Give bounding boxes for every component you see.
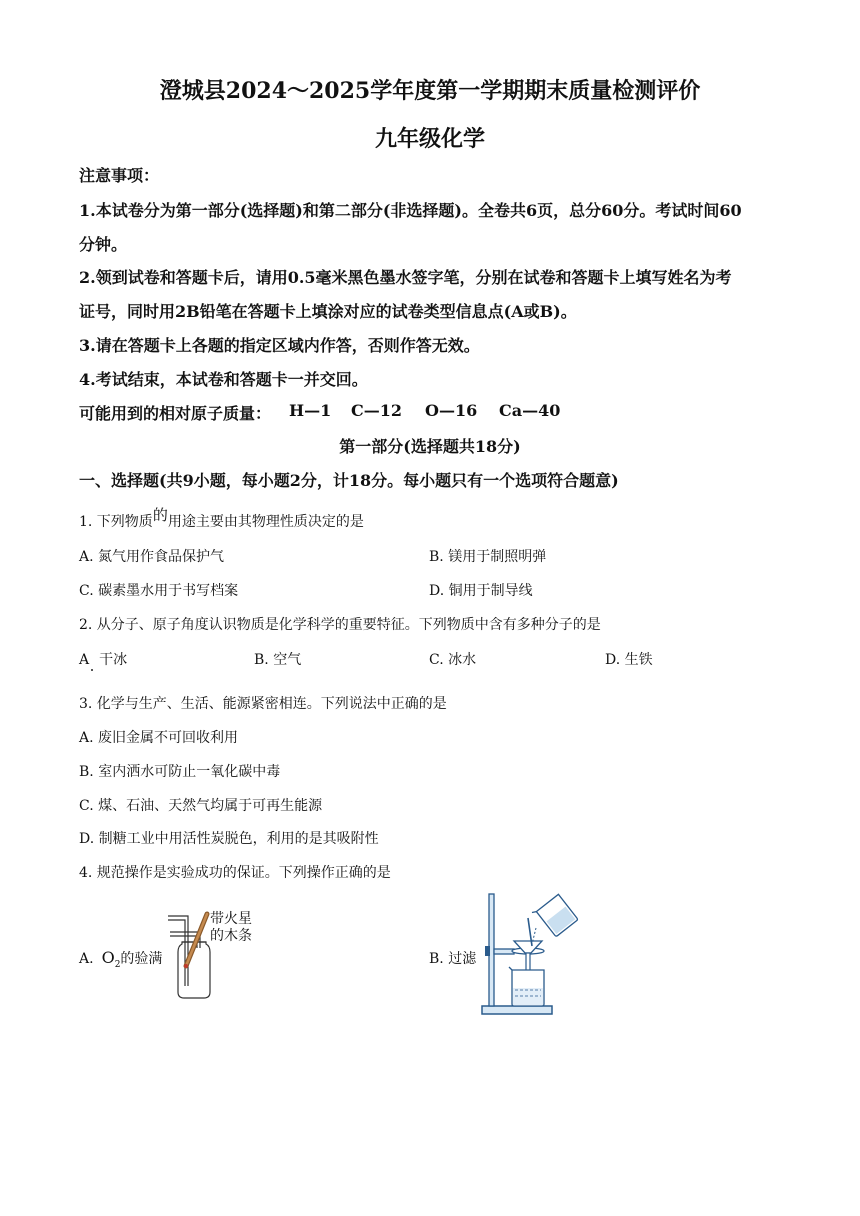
note-2-line1: 2.领到试卷和答题卡后，请用0.5毫米黑色墨水签字笔，分别在试卷和答题卡上填写姓名为考 bbox=[79, 268, 732, 287]
atomic-mass-h: H—1 bbox=[289, 401, 332, 420]
splint-label: 带火星 的木条 bbox=[210, 911, 252, 944]
note-2-line2: 证号，同时用2B铅笔在答题卡上填涂对应的试卷类型信息点(A或B)。 bbox=[79, 302, 577, 321]
question-1-stem: 1. 下列物质的用途主要由其物理性质决定的是 bbox=[79, 506, 364, 530]
question-3-option-b[interactable]: B. 室内洒水可防止一氧化碳中毒 bbox=[79, 764, 281, 780]
question-3-option-c[interactable]: C. 煤、石油、天然气均属于可再生能源 bbox=[79, 798, 323, 814]
question-2-option-c[interactable]: C. 冰水 bbox=[429, 652, 477, 668]
note-1-line1: 1.本试卷分为第一部分(选择题)和第二部分(非选择题)。全卷共6页，总分60分。考试时间60 bbox=[79, 201, 742, 220]
stray-dot bbox=[91, 669, 93, 671]
exam-title: 澄城县2024～2025学年度第一学期期末质量检测评价 bbox=[159, 78, 701, 104]
question-1-option-c[interactable]: C. 碳素墨水用于书写档案 bbox=[79, 583, 239, 599]
atomic-mass-o: O—16 bbox=[425, 401, 478, 420]
atomic-mass-c: C—12 bbox=[351, 401, 402, 420]
question-2-option-b[interactable]: B. 空气 bbox=[254, 652, 302, 668]
note-1-line2: 分钟。 bbox=[79, 235, 128, 254]
question-4-option-a[interactable]: A. $O_2$的验满 bbox=[79, 948, 163, 970]
question-3-option-d[interactable]: D. 制糖工业中用活性炭脱色，利用的是其吸附性 bbox=[79, 831, 379, 847]
notes-heading: 注意事项： bbox=[79, 166, 160, 185]
section-heading: 一、选择题(共9小题，每小题2分，计18分。每小题只有一个选项符合题意) bbox=[79, 471, 619, 490]
question-1-option-b[interactable]: B. 镁用于制照明弹 bbox=[429, 549, 547, 565]
question-2-option-d[interactable]: D. 生铁 bbox=[605, 652, 653, 668]
atomic-mass-ca: Ca—40 bbox=[499, 401, 561, 420]
question-4-stem: 4. 规范操作是实验成功的保证。下列操作正确的是 bbox=[79, 865, 391, 881]
atomic-mass-label: 可能用到的相对原子质量： bbox=[79, 404, 272, 423]
exam-subtitle: 九年级化学 bbox=[374, 126, 485, 152]
question-2-stem: 2. 从分子、原子角度认识物质是化学科学的重要特征。下列物质中含有多种分子的是 bbox=[79, 617, 601, 633]
question-2-option-a[interactable]: A 干冰 bbox=[79, 652, 128, 668]
question-3-option-a[interactable]: A. 废旧金属不可回收利用 bbox=[79, 730, 239, 746]
note-3: 3.请在答题卡上各题的指定区域内作答，否则作答无效。 bbox=[79, 336, 480, 355]
question-3-stem: 3. 化学与生产、生活、能源紧密相连。下列说法中正确的是 bbox=[79, 696, 447, 712]
question-1-option-a[interactable]: A. 氮气用作食品保护气 bbox=[79, 549, 225, 565]
question-4-option-b[interactable]: B. 过滤 bbox=[429, 951, 477, 967]
filtration-figure bbox=[478, 890, 586, 1018]
note-4: 4.考试结束，本试卷和答题卡一并交回。 bbox=[79, 370, 368, 389]
part1-heading: 第一部分(选择题共18分) bbox=[339, 437, 521, 456]
question-1-option-d[interactable]: D. 铜用于制导线 bbox=[429, 583, 533, 599]
